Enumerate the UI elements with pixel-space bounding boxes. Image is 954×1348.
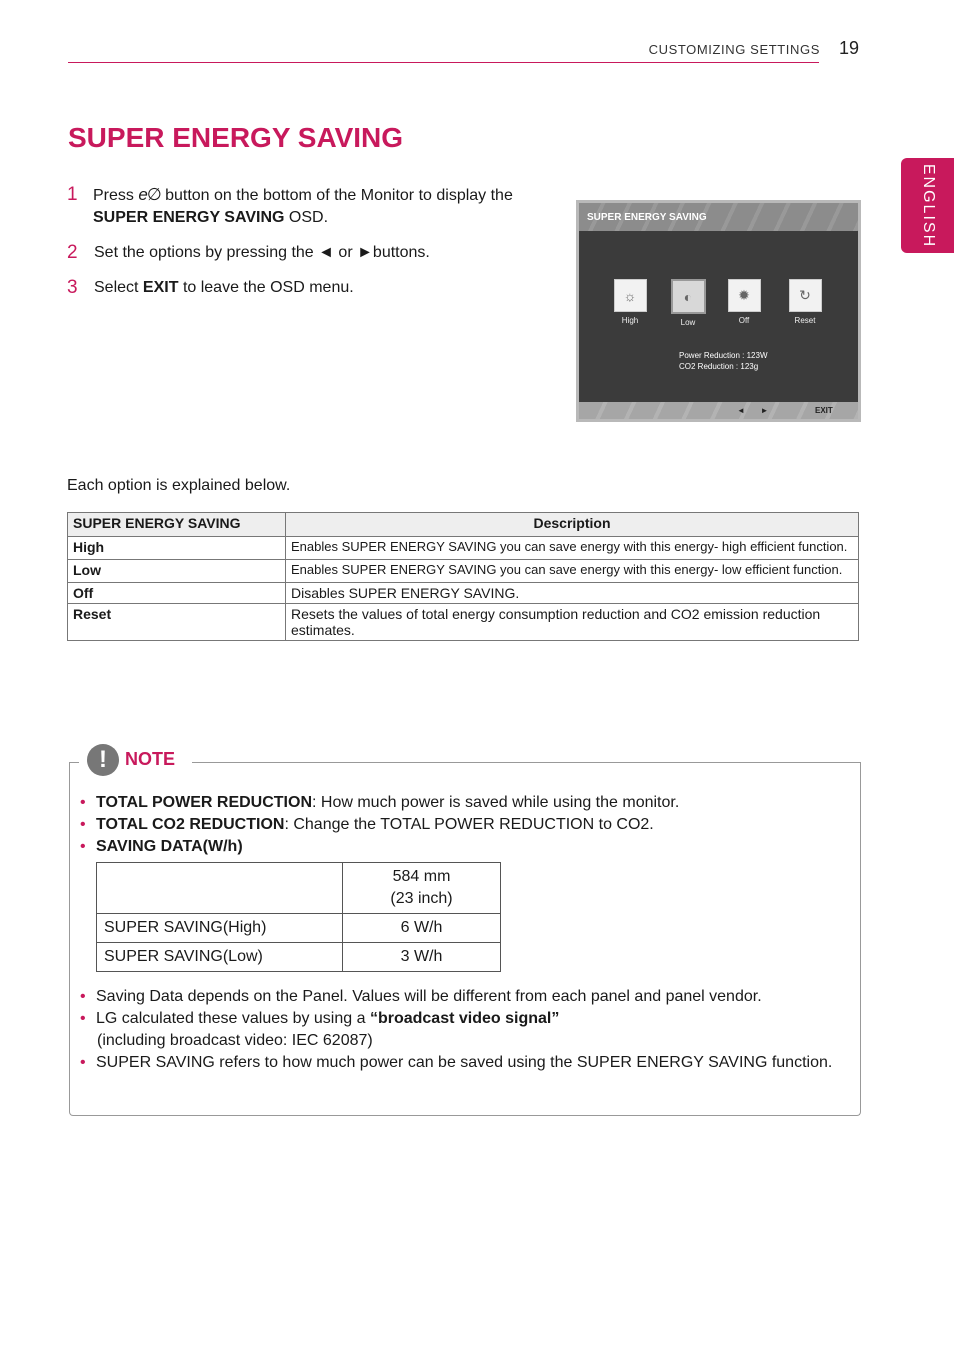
option-name: Off (68, 583, 286, 604)
language-tab (901, 158, 954, 253)
sun-half-icon: ◐ (671, 279, 706, 314)
osd-option-off: ✹ Off (724, 279, 764, 325)
note-top-border (192, 762, 860, 763)
option-description: Disables SUPER ENERGY SAVING. (286, 583, 859, 604)
osd-co2-reduction: CO2 Reduction : 123g (679, 362, 759, 371)
osd-title-bar (579, 203, 858, 231)
warning-icon: ! (87, 744, 119, 776)
step-3: Select EXIT to leave the OSD menu. (94, 279, 354, 296)
table-row: SUPER SAVING(High) 6 W/h (97, 914, 501, 943)
osd-arrows (737, 406, 768, 415)
note-bullet: • TOTAL CO2 REDUCTION: Change the TOTAL POWER REDUCTION to CO2. (80, 816, 654, 833)
table-header-row (68, 513, 859, 537)
saving-data-table (96, 862, 501, 972)
osd-screenshot (576, 200, 861, 422)
table-header-row (97, 863, 501, 914)
header-divider (68, 62, 819, 63)
options-table (67, 512, 859, 641)
note-bullet: • SAVING DATA(W/h) (80, 838, 243, 855)
option-name: Reset (68, 604, 286, 641)
note-bullet: • LG calculated these values by using a “broadcast video signal” (including broadcast video: IEC 62087) (80, 1010, 560, 1049)
table-row: SUPER SAVING(Low) 3 W/h (97, 943, 501, 972)
option-description: Enables SUPER ENERGY SAVING you can save energy with this energy- high efficient function. (286, 537, 859, 560)
header-section-title: CUSTOMIZING SETTINGS (648, 42, 820, 57)
page-title: SUPER ENERGY SAVING (68, 122, 404, 153)
osd-exit: EXIT (815, 406, 833, 415)
osd-screen (579, 231, 858, 402)
osd-option-reset: ↻ Reset (785, 279, 825, 325)
table-row (68, 560, 859, 583)
osd-bottom-bar (579, 402, 858, 419)
table-row (68, 604, 859, 641)
osd-title: SUPER ENERGY SAVING (587, 212, 707, 223)
option-description: Enables SUPER ENERGY SAVING you can save energy with this energy- low efficient function. (286, 560, 859, 583)
option-name: High (68, 537, 286, 560)
note-bullet: • SUPER SAVING refers to how much power can be saved using the SUPER ENERGY SAVING function. (80, 1054, 833, 1071)
osd-info (679, 350, 768, 372)
table-header: 584 mm (23 inch) (343, 863, 501, 914)
step-2: Set the options by pressing the ◄ or ►buttons. (94, 244, 430, 261)
osd-option-high: ☼ High (610, 279, 650, 325)
table-header: Description (286, 513, 859, 537)
step-2-number: 2 (67, 242, 78, 263)
note-top-border (69, 762, 79, 763)
page-number: 19 (839, 38, 860, 58)
step-3-number: 3 (67, 277, 78, 298)
left-arrow-icon: ◄ (737, 406, 745, 415)
table-row (68, 583, 859, 604)
table-row (68, 537, 859, 560)
option-description: Resets the values of total energy consumption reduction and CO2 emission reduction estimates. (286, 604, 859, 641)
step-1-number: 1 (67, 184, 78, 205)
osd-option-low: ◐ Low (668, 279, 708, 327)
sun-dim-icon: ☼ (614, 279, 647, 312)
eco-icon: e∅ (138, 185, 161, 204)
language-tab-label: ENGLISH (919, 163, 937, 248)
note-bullet: • Saving Data depends on the Panel. Values will be different from each panel and panel vendor. (80, 988, 762, 1005)
table-header: SUPER ENERGY SAVING (68, 513, 286, 537)
right-arrow-icon: ► (760, 406, 769, 415)
intro-text: Each option is explained below. (67, 477, 291, 494)
sun-icon: ✹ (728, 279, 761, 312)
note-label: NOTE (125, 749, 176, 769)
step-1: Press e∅ button on the bottom of the Monitor to display the SUPER ENERGY SAVING OSD. (93, 185, 513, 226)
note-bullet: • TOTAL POWER REDUCTION: How much power is saved while using the monitor. (80, 794, 680, 811)
osd-power-reduction: Power Reduction : 123W (679, 351, 768, 360)
option-name: Low (68, 560, 286, 583)
reset-icon: ↻ (789, 279, 822, 312)
